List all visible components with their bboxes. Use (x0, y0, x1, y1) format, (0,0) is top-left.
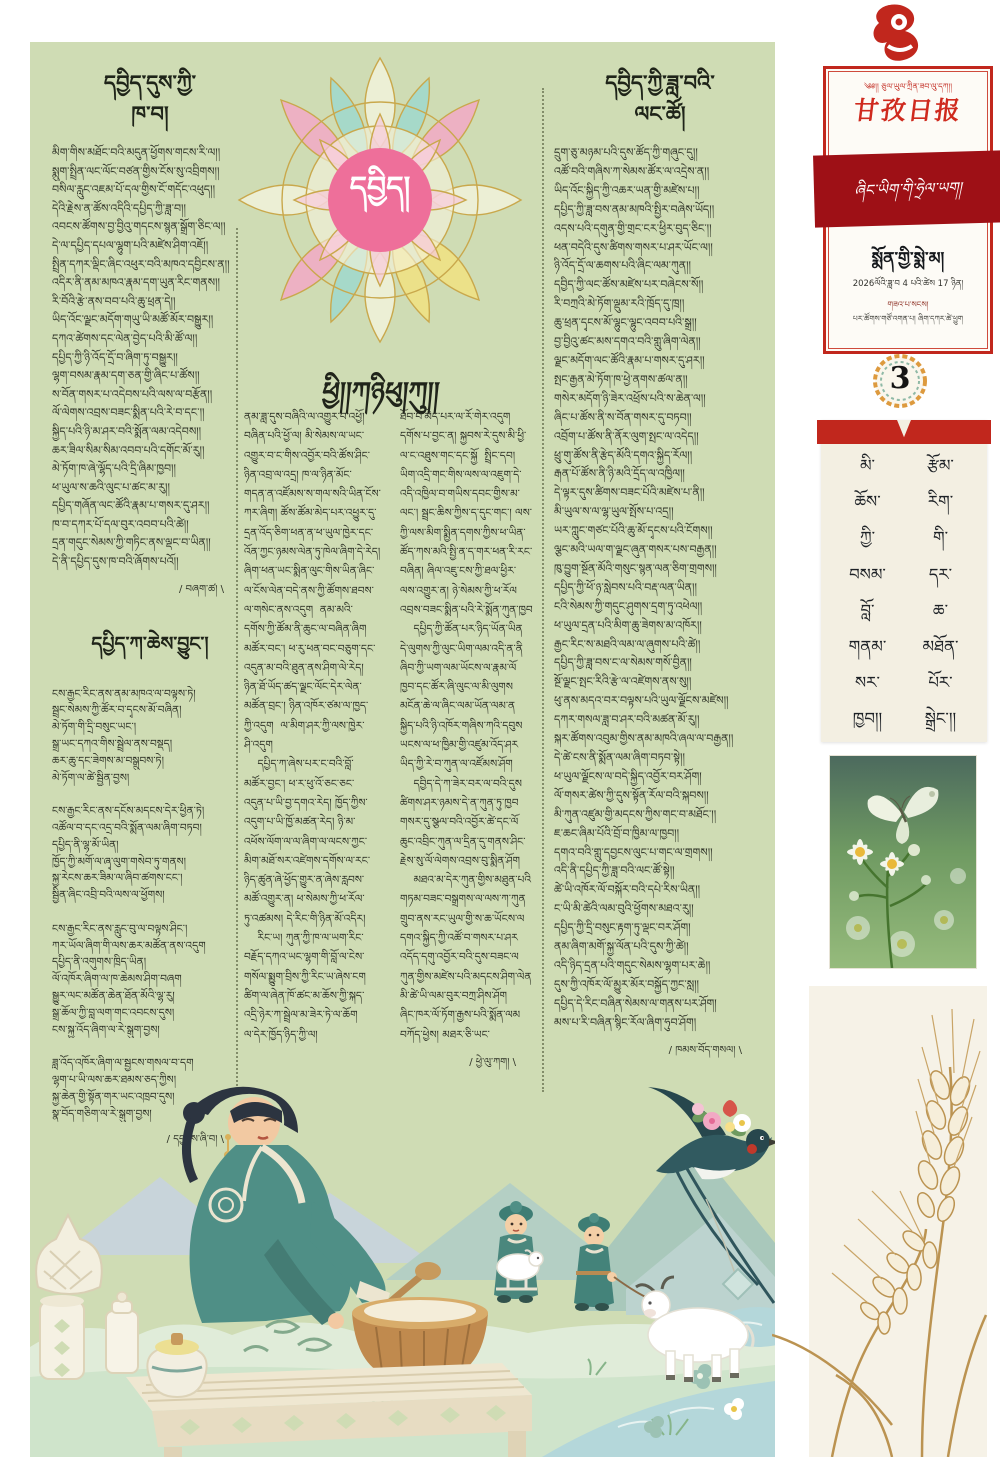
poem-line: དེ་ལྟར་དུས་ཚིགས་བཟང་པོའི་མཛེས་པ་ནི།། (554, 486, 705, 500)
couplet-column-2 (904, 458, 977, 728)
essay-line: མཐའ་མ་དེར་ཀུན་གྱིས་མཐུན་པའི (400, 874, 531, 887)
poem-line: ཡིད་འོང་ལྗང་མདོག་གཡུ་ཡི་མཚོ་མོར་བསྒྱུར།། (52, 313, 214, 327)
poem-line: དཔྱིད་ཀྱི་ཉི་འོད་དྲོ་བ་ཞིག་ཏུ་བསྒྱུར།། (52, 350, 178, 364)
poem-line: འདས་པའི་དགུན་གྱི་གྲང་ངར་ཕྱིར་བུད་ཅིང་།། (554, 221, 712, 235)
poem-line: ཁྱོད་ཀྱི་མགོ་ལ་ཞྭ་ལུག་གསེབ་ཏུ་གནས། (52, 855, 187, 868)
poem-line: ཇ་ཆང་ཞིམ་པོའི་བྲོ་བ་ཁྱིམ་ལ་ཁྱབ།། (554, 826, 680, 840)
essay-line: ཞིབ་ཀྱི་ཡག་ལམ་ཡོངས་ལ་རྣམ་ལོ (400, 661, 517, 674)
poem-line: སྒྲ་ཆོལ་ཀྱི་བླ་ལག་གང་འབངས་དུས། (52, 1006, 175, 1019)
papercut-spring-illustration (30, 1075, 775, 1457)
essay-line: ཁྱབ་དང་ཚོར་ཞི་ལུང་ལ་མི་ལུགས (400, 681, 513, 694)
poem-line: སྤྲིན་དཀར་ལྡིང་ཞིང་འཕུར་བའི་མཁའ་དབྱིངས་ན།། (52, 257, 230, 271)
essay-line: འདུག་པ་ཡི་ཁྱོ་མཚན་རེད། ཉི་མ་ (244, 816, 356, 829)
ribbon-banner (817, 420, 991, 444)
poem-line: དུས་ཀྱི་འཁོར་ལོ་མྱུར་མོར་བསྐྱོད་ཀྱང་སླ།། (554, 977, 700, 991)
poem-line: དབྱིད་ཀྱི་ལང་ཚོས་མཛེས་པར་བཞེངས་སོ།། (554, 278, 704, 292)
poem-title-snow (52, 68, 248, 130)
poem-line: ཕ་ཡུལ་ལྗོངས་ལ་བདེ་སྐྱིད་འབྱོར་བར་ཤོག། (554, 769, 702, 783)
essay-line: དགོས་པ་བྱང་ན། སྐྱབས་རེ་དུས་མི་ཕྱི་ (400, 430, 527, 443)
poem-line: སྨུག་སྤྲིན་ལང་ལོང་བཙན་གྱིས་ངོས་སུ་འབྲིགས།། (52, 164, 220, 178)
couplet-syllable: གི་ (932, 528, 949, 548)
essay-line: ཀར་ཞིག། ཚོས་ཚོམ་མེད་པར་འཕྱུར་དུ་ (244, 507, 377, 520)
essay-line: ཆུང་འབྲིང་ཀུན་ལ་དྲིན་དུ་གནས་ཤིང་ (400, 835, 526, 848)
poem-line: ལོ་ལེགས་འབྲས་བཟང་སྨིན་པའི་རེ་བ་དང་།། (52, 406, 205, 420)
poem-line: འདི་ནི་དཔྱིད་ཀྱི་ཟླ་བའི་ལང་ཚོ་སྟེ།། (554, 864, 675, 878)
essay-line: ལ་ངོས་ལེན་བདེ་ནས་ཀྱི་ཚོགས་ཐབས་ (244, 584, 374, 597)
masthead-chinese-title: 甘孜日报 (852, 96, 964, 125)
poem-line: བྱ་བྱིའུ་ཚང་མས་དགའ་བའི་གླུ་ཞིག་ལེན།། (554, 335, 701, 349)
poem-line: སྔོ་ལྗང་སྤང་རིའི་རྩེ་ལ་འཛེགས་ནས་སུ།། (554, 675, 692, 689)
masthead-editor-line: པར་ཚོགས་གཙོ་འགན་པ། ཞིག་དཀར་ཚེ་ཕྱུག (852, 314, 964, 323)
couplet-syllable: ཁྱབ།། (852, 709, 883, 729)
poem-line: རི་བཀྲའི་མེ་ཏོག་ལྡུམ་རའི་ཁྲོད་དུ་ཁྲ།། (554, 297, 685, 311)
poem-line (52, 904, 248, 921)
essay-line: ཉིད་ཚུན་ཞེ་ཕྱོད་གྱུར་ན་ཞེས་རླབས་ (244, 874, 365, 887)
masthead-date: 2026ལོའི་ཟླ་བ 4 པའི་ཚེས 17 ཉིན། (852, 279, 964, 289)
poem-line: ངས་རྒྱང་རིང་ནས་ནམ་མཁའ་ལ་བལྟས་ཏེ། (52, 687, 196, 700)
essay-line: དཔྱིད་ཀྱི་ཚོན་པར་ཉིད་ཡོན་ཡིན (400, 623, 523, 636)
essay-line: ཏུ་འཚམས། དེ་རིང་གི་ཉིན་མོ་འདིར། (244, 912, 366, 925)
poem-title-line: ཁ་བ། (131, 102, 169, 126)
poem-line: ལོ་འཁོར་ཞིག་ལ་ཁ་ཆེམས་ཤིག་བཞག (52, 973, 182, 986)
poem-title-line: དབྱིད་ཀྱི་ཟླ་བའི་ (605, 71, 715, 95)
couplet-syllable: ཀྱི་ (859, 528, 876, 548)
poem-title-spring-youth (554, 68, 766, 130)
poem-line: ཡིད་འོང་སྐྱིད་ཀྱི་འཆར་ཡན་གྱི་མཛེས་པ།། (554, 183, 700, 197)
poem-line: རྒྱང་རིང་ས་མཐའི་ལམ་ལ་ཞུགས་པའི་ཚེ།། (554, 637, 701, 651)
poem-line: ཕྲུ་གུ་ཚོས་ནི་རྩེད་མོའི་དགའ་སྐྱིད་རོལ།། (554, 448, 693, 462)
poem-line: ལྷག་པ་ཡི་ལས་ཆར་ཐམས་ཅད་ཀྱིས། (52, 1073, 177, 1086)
essay-line: ཡིག་འདྲི་གང་གིས་ལས་ལ་འཇུག་དེ་ (400, 468, 522, 481)
poem-line: ཆར་ཆུ་དང་ཟེགས་མ་བསྒྲུབས་ཏེ། (52, 754, 164, 767)
essay-columns (244, 408, 540, 1079)
poem-line: དཀར་གསལ་ཟླ་བ་ཤར་བའི་མཚན་མོ་རུ།། (554, 713, 700, 727)
essay-line: ཞིང་ཁར་ལོ་ཏོག་རྒྱས་པའི་སྨོན་ལམ (400, 1009, 521, 1022)
newspaper-masthead-stamp (823, 66, 993, 354)
poem-line: དཔྱིད་གཞོན་ལང་ཚོའི་རྣམ་པ་གསར་དུ་ཤར།། (52, 499, 210, 513)
essay-line: དེ་ལུགས་ཀྱི་ལུང་ཡིག་ལམ་འདི་ན་ནི (400, 642, 523, 655)
couplet-syllable: སྒྲེང་།། (924, 709, 957, 729)
poem-line: དེའི་རྗེས་ན་ཚོས་འདིའི་དཔྱིད་ཀྱི་ཟླ་བ།། (52, 201, 186, 215)
poem-line: དཀའ་ཚེགས་དང་ལེན་བྱེད་པའི་མི་ཚོ་ལ།། (52, 331, 198, 345)
column-divider-right (542, 88, 544, 1092)
poem-line: སྐར་ཚོགས་འབུམ་གྱིས་ནམ་མཁའི་ཞལ་ལ་བརྒྱན།། (554, 732, 734, 746)
poem-title-spring-came: དཔྱིད་ཀ་ཆེས་བྱུང་། (91, 632, 209, 655)
essay-line: གསར་དུ་སྩལ་བའི་འབྱོར་ཚེ་དང་ལོ (400, 816, 519, 829)
author-signature: / བཞག་ཚ། \ (179, 583, 224, 595)
essay-line: མངོན་ཆེ་ལ་ཞིང་ལམ་ཡོན་ལམ་ན (400, 700, 516, 713)
essay-line: མཚོར་བང་། ཕ་རུ་ཕན་བང་བཅུག་དང་ (244, 642, 376, 655)
poem-line: སྐྱ་རེངས་ཆར་ཟིམ་ལ་ཞིབ་ཚགས་ངང་། (52, 872, 183, 885)
poem-title-line: དབྱིད་དུས་ཀྱི་ (103, 71, 197, 95)
couplet-syllable: པོར་ (928, 673, 953, 693)
essay-line: འདི་འཁྱིལ་བ་གཡིས་དབང་གྱིས་མ་ (400, 488, 520, 501)
essay-line: གདན་ན་འཛོམས་ས་གལ་སའི་ཡིན་ངོས་ (244, 488, 381, 501)
essay-line: ཚིགས་ཤར་ཉམས་དེ་ན་ཀུན་ཏུ་ཁྱབ (400, 796, 519, 809)
masthead-top-script: ༄༅།། ཅུལ་ཡུལ་ཀྲིན་ཟབ་ལུ་དཀ།། (864, 82, 952, 91)
essay-line: འདུན་མ་བའི་ཐུན་ནས་ཤིག་ལེ་རེད། (244, 661, 364, 674)
essay-line: དྲན་འོད་ཅིག་ཕན་ན་ཕ་ཡུལ་ཁྱེར་དང་ (244, 526, 374, 539)
woman-figure (183, 1087, 441, 1329)
wheat-illustration (772, 995, 1000, 1457)
poem-line: སྦྲང་སེམས་ཀྱི་ཚོར་བ་དྭངས་མོ་བཞིན། (52, 704, 182, 717)
main-page (30, 42, 775, 1457)
essay-line: རིང་ཡ། ཀུན་ཀྱི་ཁ་ལ་ཡག་རིང་ (244, 932, 364, 945)
poem-line: མེ་ཏོག་གི་དྲི་བསུང་ཡང་། (52, 721, 137, 734)
essay-line: གྲུབ་ནས་རང་ཡུལ་གྱི་ས་ཆ་ཡོངས་ལ (400, 912, 525, 925)
couplet-syllable: མཐོན་ (922, 637, 959, 657)
essay-line: བརྗོད་དཀའ་ཡང་ལྷག་གི་བློ་ལ་ངེས་ (244, 951, 365, 964)
masthead-weekday: གཟའ་པ་སངས། (887, 300, 929, 309)
poem-line: དཔྱིད་ཀྱི་ཕོ་ཉ་སླེབས་པའི་བརྡ་ལན་ཡིན།། (554, 580, 697, 594)
poem-body-spring-youth (554, 144, 766, 1033)
poem-line: ཕུ་ནས་མདའ་བར་བལྟས་པའི་ཡུལ་ལྗོངས་མཛེས།། (554, 694, 729, 708)
poem-line: དེ་ལ་དཔྱིད་དཔལ་ལྷུག་པའི་མཛེས་ཤིག་འཇོ།། (52, 238, 209, 252)
essay-line: མཚོན་བྲང་། ཉིན་འཁོར་ཙམ་ལ་ཁྱད་ (244, 700, 369, 713)
poem-line: ངས་སྐྱ་འོད་ཞིག་ལ་རེ་སྒུག་བྱས། (52, 1023, 160, 1036)
poem-line: ཁུ་བྱུག་སྔོན་མོའི་གསུང་སྙན་ལན་ཅིག་གྲགས།། (554, 561, 717, 575)
poem-line: ཕན་བདེའི་དུས་ཚིགས་གསར་པ་ཤར་ཡོང་ལ།། (554, 240, 713, 254)
poem-line: ས་བོན་གསར་པ་འདེབས་པའི་ལས་ལ་བརྩོན།། (52, 387, 213, 401)
poem-line: ལོ་གསར་ཚེས་ཀྱི་དུས་སྟོན་རོལ་བའི་སྐབས།། (554, 788, 709, 802)
poem-line: འདིར་ནི་ནམ་མཁའ་རྣམ་དག་ཡུན་རིང་གནས།། (52, 276, 220, 290)
essay-line: ཚིག་ལ་ཞེན་ཁོ་ཚང་མ་ཆོས་ཀྱི་སྐད་ (244, 989, 365, 1002)
poem-line: ནམ་ཞིག་མགོ་སྐྱ་ལོན་པའི་དུས་ཀྱི་ཚེ།། (554, 940, 689, 954)
poem-line: དཔྱིད་ནི་འགུགས་ཁྲིད་ཡིན། (52, 956, 147, 969)
essay-line: ལས་འགྱུར་ན། ཉེ་སེམས་ཀྱི་ཕ་རོལ (400, 584, 517, 597)
poem-line: དཔྱིད་ཀྱི་ཟླ་བས་ང་ལ་སེམས་གསོ་བྱིན།། (554, 656, 692, 670)
poem-line: ཕ་ཡུལ་དྲན་པའི་མིག་ཆུ་ཟེགས་མ་འཁོར།། (554, 618, 702, 632)
couplet-syllable: ཆ་ (932, 600, 949, 620)
essay-line: བཞིན། ཞིལ་འཇུ་ངས་ཀྱི་ཐལ་ཕྱིར་ (400, 565, 517, 578)
essay-line: ཞིག་ཕན་ཡང་སྨིན་ལུང་གིས་ཡིན་ཞིང་ (244, 565, 375, 578)
couplet-syllable: རིག་ (927, 492, 954, 512)
column-left (52, 68, 248, 1156)
poem-line: འཚོལ་བ་དང་འདྲ་བའི་སྨོན་ལམ་ཞིག་བཏབ། (52, 822, 202, 835)
essay-line: བཞིན་པའི་ཕྱོ་ལ། མི་སེམས་ལ་ཡང་ (244, 430, 365, 443)
mandala-center-word: དབྱིད། (349, 170, 411, 206)
essay-line: ལ་ང་འཐུས་གང་དང་སྐྱོ སྤྲིང་དབ། (400, 449, 516, 462)
essay-line: འགྱུར་བ་ང་གིས་འབྱོར་བའི་ཚོས་ཤིང་ (244, 449, 371, 462)
poem-line: ལྗང་མདོག་ལང་ཚོའི་རྣམ་པ་གསར་དུ་ཤར།། (554, 353, 705, 367)
poem-body-spring-came (52, 686, 248, 1123)
poem-line: འདི་ཉིད་དྲན་པའི་གདུང་སེམས་ལྷག་པར་ཆེ།། (554, 958, 711, 972)
poem-line: སྣ་བོད་གཅིག་ལ་རེ་སྒུག་བྱས། (52, 1107, 152, 1120)
essay-line: འཕོས་ལོག་ལ་ལ་ཞིག་ལ་ལངས་ཀྱང་ (244, 835, 368, 848)
essay-column-2 (400, 408, 540, 1079)
poem-line: སྐྱ་ཆེན་གྱི་སྟོན་གར་ཡང་འཁྲབ་དུས། (52, 1090, 175, 1103)
poem-line: སྦྱིན་ཞིང་འབྲི་བའི་ལས་ལ་ཕྱོགས། (52, 889, 165, 902)
couplet-syllable: རྩོམ་ (927, 456, 954, 475)
poem-line: ལྕང་མའི་ཡལ་ག་ལྗང་ཞུན་གསར་པས་བརྒྱན།། (554, 543, 717, 557)
essay-line: ཉིན་ཐོ་ཡོད་ཚད་ལྗང་ལོང་དེར་ལེན་ (244, 681, 362, 694)
poem-title-line: ལང་ཚོ། (634, 102, 686, 126)
poem-line (52, 786, 248, 803)
poem-line: ཉི་འོད་དྲོ་ལ་ཆགས་པའི་ཞིང་ལམ་ཀུན།། (554, 259, 691, 273)
poem-line: ཕ་ཡུལ་ས་ཆའི་ལུང་པ་ཚང་མ་རུ།། (52, 480, 170, 494)
essay-line: ཚོད་ཀས་མའི་སྤྱི་ན་ད་གར་ཕན་རི་རང་ (400, 546, 533, 559)
essay-line: གསོལ་སྨྱུག་བྲིས་ཀྱི་རིང་ཡ་ཞེས་ངག (244, 970, 366, 983)
author-signature: / ཕྱེ་ལུ་ཀག། \ (469, 1056, 516, 1068)
poem-line: དགའ་བའི་གླུ་དབྱངས་ལུང་པ་གང་ལ་གྲགས།། (554, 845, 713, 859)
column-right (554, 68, 766, 1067)
essay-line: ཀུན་གྱིས་མཛེས་པའི་མདངས་ཤིག་ལེན (400, 970, 532, 983)
poem-line: གསེར་མདོག་ཉི་ཟེར་འཕྲོས་པའི་ས་ཆེན་ལ།། (554, 391, 706, 405)
essay-line: འབྲས་བཟང་སྨིན་པའི་རེ་སྨོན་ཀུན་ཁྱབ (400, 603, 533, 616)
author-signature: / ཁམས་བོད་གསལ། \ (668, 1044, 742, 1056)
essay-line: དཔྱིད་ཀ་ཞེས་པར་ང་བའི་བློ་ (244, 758, 354, 771)
poem-line: ངས་རྒྱང་རིང་ནས་རླུང་བུ་ལ་བལྟས་ཤིང་། (52, 922, 188, 935)
essay-line: མཚོར་བྱང་། ཕ་ར་ཕུ་འོ་ཅང་ཅང་ (244, 777, 355, 790)
essay-title-calligraphy: ཕྱི།།ཀཉིཕུ།ཀུ།། (320, 377, 441, 408)
essay-line: དགོས་ཀྱི་ཚོམ་ནི་ཆུང་ལ་བཞིན་ཞིག (244, 623, 367, 636)
essay-line: ཀྱི་འདུག ལ་མིག་ཤར་ཀྱི་ལས་ཁྱེར་ (244, 719, 365, 732)
poem-line: མིག་གིས་མཐོང་བའི་མདུན་ཕྱོགས་གངས་རི་ལ།། (52, 146, 221, 159)
essay-line: ཉིན་འབྲ་ལ་འདྲ། ཁ་ལ་ཉིན་མོང་ (244, 468, 352, 481)
poem-line: བསིལ་རླུང་འཇམ་པོ་དལ་གྱིས་ངོ་གདོང་འཕུད།། (52, 183, 216, 197)
poem-line: མས་པ་རི་བཞིན་སྙིང་རོལ་ཞིག་ཧུབ་ཤོག། (554, 1015, 697, 1029)
essay-line: མིག་མཐོ་སར་འཛེགས་དགོས་ལ་རང་ (244, 854, 371, 867)
masthead-subtitle: སྨོན་གྱི་སྨེ་མ། (871, 249, 945, 269)
poem-line: དཔྱིད་དེ་རིང་བཞིན་སེམས་ལ་གནས་པར་ཤོག། (554, 996, 717, 1010)
essay-line: ནམ་ཟླ་དུས་བཞིའི་ལ་འགྱུར་བ་འཕྱོ། (244, 411, 365, 423)
poem-line: ངའི་སེམས་ཀྱི་གདུང་ཤུགས་དྲག་ཏུ་འཕེལ།། (554, 599, 703, 613)
essay-line: འདུན་པ་ཡི་བྱ་དགའ་རེད། ཁྱོད་ཀྱིས་ (244, 796, 368, 809)
essay-line: དབྱིད་དེ་ཀ་ཟེར་བར་ལ་བའི་དུས (400, 777, 522, 790)
essay-line: འོན་ཀྱང་ཉམས་ལེན་ཏུ་ཁེལ་ཞིག་དེ་རེད། (244, 546, 381, 559)
poem-line: དཔྱིད་ཀྱི་དྲི་བསུང་རྟག་ཏུ་ལྡང་བར་ཤོག། (554, 921, 691, 935)
couplet-syllable: བསམ་ (849, 564, 886, 584)
poem-line: ཆུ་ཕྲན་དྭངས་མོ་ལྷུང་ལྷུང་འབབ་པའི་སྒྲ།། (554, 316, 697, 330)
masthead-calligraphy-logo-icon (858, 2, 942, 64)
poem-line: མེ་ཏོག་ལ་ཚེ་སྦྱིན་བྱས། (52, 771, 130, 784)
poem-line: མི་ཡུལ་ས་ལ་ལྷ་ཡུལ་སྤོས་པ་འདྲ།། (554, 505, 674, 519)
essay-line: ཐོབ་པ་མེད་པར་ལ་རོ་གེར་འདུག (400, 411, 511, 423)
essay-line: སྐྱིད་པའི་ཉི་འཁོར་གཞིས་ཀའི་དབུས (400, 719, 523, 732)
essay-line: དགའ་སྐྱིད་ཀྱི་འཚོ་བ་གསར་པ་ཤར (400, 932, 518, 945)
essay-line: ལང་། སྦྲང་ཆིས་ཀྱིས་ད་དུང་གང་། ལས་ (400, 507, 532, 520)
poem-line: ལྷག་བསམ་རྣམ་དག་ཅན་གྱི་ཞིང་པ་ཚོས།། (52, 369, 200, 383)
poem-line: ཡར་ཀླུང་གཙང་པོའི་ཆུ་མོ་དྭངས་པའི་ངོགས།། (554, 524, 713, 538)
poem-line: དྲན་གདུང་སེམས་ཀྱི་གཏིང་ནས་ལྡང་བ་ཡིན།། (52, 536, 211, 550)
couplet-syllable: གནམ་ (848, 637, 887, 657)
poem-line: སྐྱིད་པའི་ཉི་མ་ཤར་བའི་སྨོན་ལམ་འདེབས།། (52, 424, 202, 438)
poem-line: དེ་ཚེ་ངས་ནི་སྨོན་ལམ་ཞིག་བཏབ་སྟེ།། (554, 751, 685, 764)
butterfly-flower-photo (830, 756, 976, 968)
poem-line: ང་ཡི་མི་ཚེའི་ལམ་བུའི་ཕྱོགས་མཐའ་རུ།། (554, 902, 694, 916)
couplet-syllable: སར་ (855, 673, 880, 693)
essay-line: འདྲི་ཉེར་ཀ་སྦྲེལ་མ་ཟེར་ཏེ་ལ་ཆོག (244, 1009, 358, 1022)
page-number-badge (871, 352, 929, 410)
essay-line: བཀོད་ཕྱེས། མཐར་ཅི་ཡང་ (400, 1028, 490, 1041)
essay-line: རྗེས་སུ་ལོ་ལེགས་འབྲས་བུ་སྨིན་ཤོག (400, 854, 520, 867)
essay-line: ལ་དེར་ཁྱོད་ཉིད་ཀྱི་ལ། (244, 1028, 318, 1041)
author-signature: / དབྱངས་ཞི་བ། \ (166, 1134, 224, 1146)
poem-line: ཁ་བ་དཀར་པོ་དལ་བུར་འབབ་པའི་ཚེ།། (52, 517, 189, 531)
poem-line: ཚེ་ཡི་འཁོར་ལོ་བསྐོར་བའི་དཔེ་རིས་ཡིན།། (554, 883, 701, 897)
poem-line: འཚོ་བའི་གཞིས་ཀ་སེམས་ཚོར་ལ་འདྲེས་ན།། (554, 164, 710, 178)
couplet-syllable: ཆོས་ (854, 492, 881, 512)
poem-line: འབངས་ཚོགས་བྱ་བྱིའུ་གདངས་སྙན་སྒྲོག་ཅིང་ལ།། (52, 220, 226, 234)
poem-line (52, 1038, 248, 1055)
poem-line: མི་ཀུན་འཛུམ་གྱི་མདངས་ཀྱིས་གང་བ་མཐོང་།། (554, 807, 717, 821)
essay-line: མི་ཚེ་ཡི་ལམ་བུར་བཀྲ་ཤིས་ཤོག (400, 989, 507, 1002)
poem-line: དེ་ནི་དཔྱིད་དུས་ཁ་བའི་ཞོགས་པའོ།། (52, 555, 179, 569)
couplet-syllable: མི་ (859, 456, 876, 475)
essay-line: ཡངས་ལ་ཕ་ཁྱིམ་གྱི་འཛུམ་འོད་ཤར (400, 739, 519, 752)
poem-line: འབྲོག་པ་ཚོས་ནི་ནོར་ལུག་སྤང་ལ་འདེད།། (554, 429, 699, 443)
poem-line: ཞིང་པ་ཚོས་ནི་ས་བོན་གསར་དུ་བཏབ།། (554, 410, 692, 424)
couplet-column-1 (831, 458, 904, 728)
poem-line: ངས་རྒྱང་རིང་ནས་དངོས་མདངས་དེར་ཕྱིན་ཏེ། (52, 805, 205, 818)
poem-line: སྤང་རྒྱན་མེ་ཏོག་ཁ་ཕྱེ་ནགས་ཚལ་ན།། (554, 372, 688, 386)
poem-line: ཟླ་འོད་འཁོར་ཞིག་ལ་སྦྱངས་གསལ་བ་དག (52, 1057, 194, 1070)
essay-line: ལ་གསེང་ནས་འདུག ནམ་མའི་ (244, 603, 353, 616)
page-number: 3 (889, 361, 911, 396)
poem-body-snow (52, 144, 248, 572)
poem-line: མེ་ཏོག་ཁ་ཞེ་ལྷོད་པའི་དྲི་ཞིམ་ཁྱབ།། (52, 462, 176, 476)
poem-line: ཆར་ཟིལ་སིམ་སིམ་འབབ་པའི་དགོང་མོ་རུ།། (52, 443, 205, 457)
poem-line: དཔྱིད་ཀྱི་ཟླ་བས་ནམ་མཁའི་སྤྱིར་བཞེས་ཡོད།། (554, 202, 715, 216)
essay-line: མཚོ་འགྱུར་ན། ཕ་སེམས་ཀྱི་ཕ་རོལ་ (244, 893, 365, 906)
poem-line: སྒྱུར་ལང་མཚོན་ཆེན་ཐོན་མོའི་ལྷ་རུ། (52, 990, 175, 1002)
couplet-syllable: བློ་ (860, 600, 875, 620)
essay-line: ཀྱི་ལས་མིག་སྨྱིན་དགས་ཀྱིས་ཕ་ཡིན་ (400, 526, 526, 539)
essay-line: ཤི་འདུག (244, 739, 273, 752)
poem-line: རྒན་པོ་ཚོས་ནི་ཉི་མའི་དྲོད་ལ་འཁྱིལ།། (554, 467, 685, 481)
poem-line: དཔྱིད་ནི་ལྷ་མོ་ཡིན། (52, 838, 119, 851)
essay-line: ཡིད་ཀྱི་རེ་བ་ཀུན་ལ་འཛོམས་ཤོག (400, 758, 513, 771)
couplet-syllable: དར་ (928, 564, 953, 584)
poem-line: སྒྲ་ཡང་དཀའ་གིས་སྦྲེལ་ནས་བསྡད། (52, 738, 173, 751)
essay-line: གཏམ་བཟང་བསྒྲགས་ལ་ལས་ཀ་ཀུན (400, 893, 526, 906)
essay-column-1 (244, 408, 384, 1079)
poem-line: ཀར་ཡོལ་ཞིག་གི་ལས་ཆར་མཚོན་ནས་འདུག (52, 939, 206, 952)
poem-line: དྲུག་ཅུ་མཉམ་པའི་དུས་ཚོད་ཀྱི་གཞུང་དུ།། (554, 146, 698, 159)
vertical-couplet-panel (821, 420, 987, 742)
poem-line: རི་བོའི་རྩེ་ནས་བབ་པའི་ཆུ་ཕྲན་དེ།། (52, 294, 176, 308)
masthead-banner: ཞིང་ཡིག་གི་ཧྲེལ་ཡག། (813, 150, 1000, 227)
mandala-artwork (235, 52, 525, 348)
essay-line: འདོད་དགུ་འབྱོར་བའི་དུས་བཟང་ལ (400, 951, 519, 964)
